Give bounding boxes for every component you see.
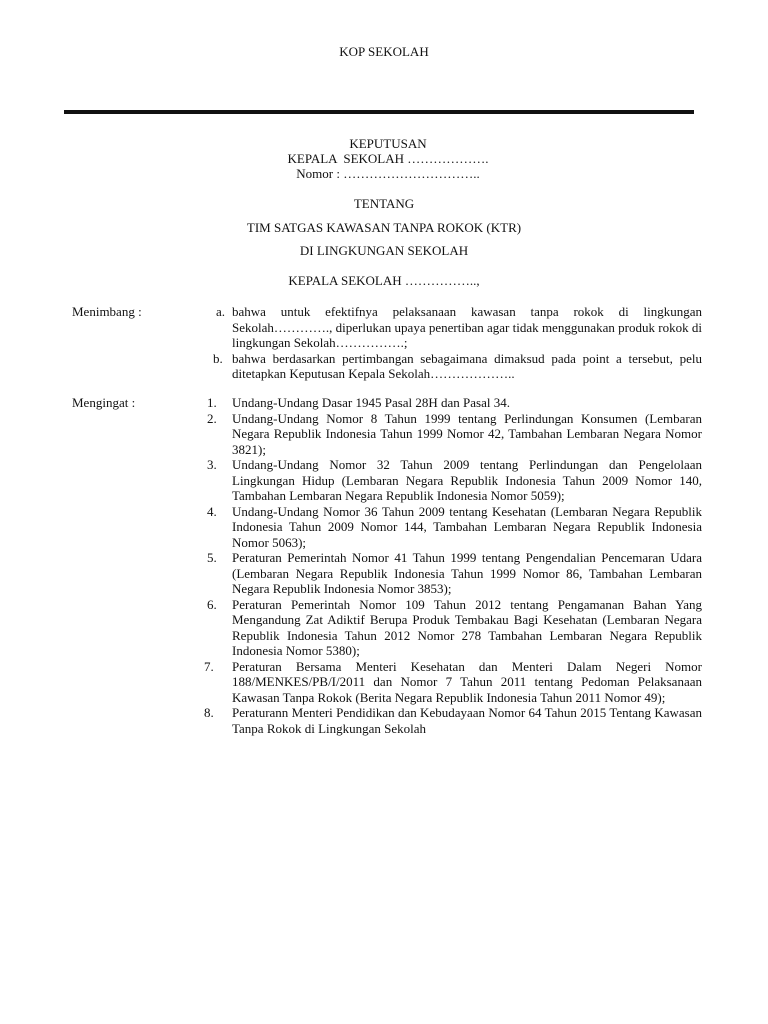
- header-divider: [64, 110, 694, 114]
- list-marker: 2.: [207, 410, 217, 426]
- list-marker: b.: [213, 350, 223, 366]
- mengingat-label: Mengingat :: [72, 395, 136, 410]
- mengingat-item-4: [207, 503, 702, 551]
- title-subject-2: DI LINGKUNGAN SEKOLAH: [299, 243, 469, 258]
- list-item-text: bahwa berdasarkan pertimbangan sebagaimana dimaksud pada point a tersebut, pelu ditetapkan Keputusan Kepala Sekolah………………..: [232, 350, 702, 381]
- list-item-text: Undang-Undang Dasar 1945 Pasal 28H dan Pasal 34.: [232, 395, 511, 410]
- title-kepala-sekolah: KEPALA SEKOLAH ……………….: [287, 151, 489, 166]
- menimbang-label: Menimbang :: [72, 304, 142, 319]
- list-marker: 4.: [207, 503, 217, 519]
- list-marker: 8.: [204, 705, 214, 720]
- list-marker: 3.: [207, 457, 217, 472]
- mengingat-item-7: [204, 658, 702, 706]
- title-issuer: KEPALA SEKOLAH ……………..,: [288, 273, 480, 288]
- mengingat-item-3: [207, 457, 702, 504]
- list-marker: 6.: [207, 596, 217, 612]
- list-item-text: bahwa untuk efektifnya pelaksanaan kawasan tanpa rokok di lingkungan Sekolah…………., diperlukan upaya penertiban agar tidak menggunakan produk rokok di lingkungan Sekolah…………….;: [232, 304, 702, 350]
- list-item-text: Undang-Undang Nomor 8 Tahun 1999 tentang Perlindungan Konsumen (Lembaran Negara Republik Indonesia Tahun 1999 Nomor 42, Tambahan Lembaran Negara Nomor 3821);: [232, 410, 702, 457]
- list-marker: 5.: [207, 550, 217, 565]
- list-item-text: Undang-Undang Nomor 36 Tahun 2009 tentang Kesehatan (Lembaran Negara Republik Indonesia Tahun 2009 Nomor 144, Tambahan Lembaran Negara Republik Indonesia Nomor 5063);: [232, 503, 702, 550]
- list-item-text: Peraturann Menteri Pendidikan dan Kebudayaan Nomor 64 Tahun 2015 Tentang Kawasan Tanpa Rokok di Lingkungan Sekolah: [232, 705, 702, 736]
- mengingat-list: [204, 395, 702, 736]
- mengingat-item-1: [207, 395, 702, 411]
- list-marker: a.: [216, 304, 226, 319]
- menimbang-item-a: [216, 304, 702, 351]
- list-marker: 7.: [204, 658, 214, 674]
- menimbang-item-b: [213, 350, 702, 382]
- mengingat-item-8: [204, 705, 702, 736]
- list-item-text: Peraturan Pemerintah Nomor 109 Tahun 2012 tentang Pengamanan Bahan Yang Mengandung Zat Adiktif Berupa Produk Tembakau Bagi Kesehatan (Lembaran Negara Republik Indonesia Tahun 2012 Nomor 278 Tambahan Lembaran Negara Republik Indonesia Nomor 5380);: [232, 596, 702, 658]
- list-marker: 1.: [207, 395, 217, 410]
- title-keputusan: KEPUTUSAN: [349, 136, 427, 151]
- mengingat-item-2: [207, 410, 702, 458]
- title-nomor: Nomor : …………………………..: [296, 166, 480, 181]
- mengingat-item-5: [207, 550, 702, 597]
- list-item-text: Peraturan Pemerintah Nomor 41 Tahun 1999 tentang Pengendalian Pencemaran Udara (Lembaran Negara Republik Indonesia Tahun 1999 Nomor 86, Tambahan Lembaran Negara Republik Indonesia Nomor 3853);: [232, 550, 702, 596]
- list-item-text: Undang-Undang Nomor 32 Tahun 2009 tentang Perlindungan dan Pengelolaan Lingkungan Hidup (Lembaran Negara Republik Indonesia Tahun 2009 Nomor 140, Tambahan Lembaran Negara Republik Indonesia Nomor 5059);: [232, 457, 702, 503]
- menimbang-list: [213, 304, 702, 382]
- title-tentang: TENTANG: [353, 196, 415, 211]
- list-item-text: Peraturan Bersama Menteri Kesehatan dan Menteri Dalam Negeri Nomor 188/MENKES/PB/I/2011 dan Nomor 7 Tahun 2011 tentang Pedoman Pelaksanaan Kawasan Tanpa Rokok (Berita Negara Republik Indonesia Tahun 2011 Nomor 49);: [232, 658, 702, 705]
- title-subject-1: TIM SATGAS KAWASAN TANPA ROKOK (KTR): [246, 220, 522, 235]
- mengingat-item-6: [207, 596, 702, 659]
- kop-sekolah: KOP SEKOLAH: [339, 44, 429, 59]
